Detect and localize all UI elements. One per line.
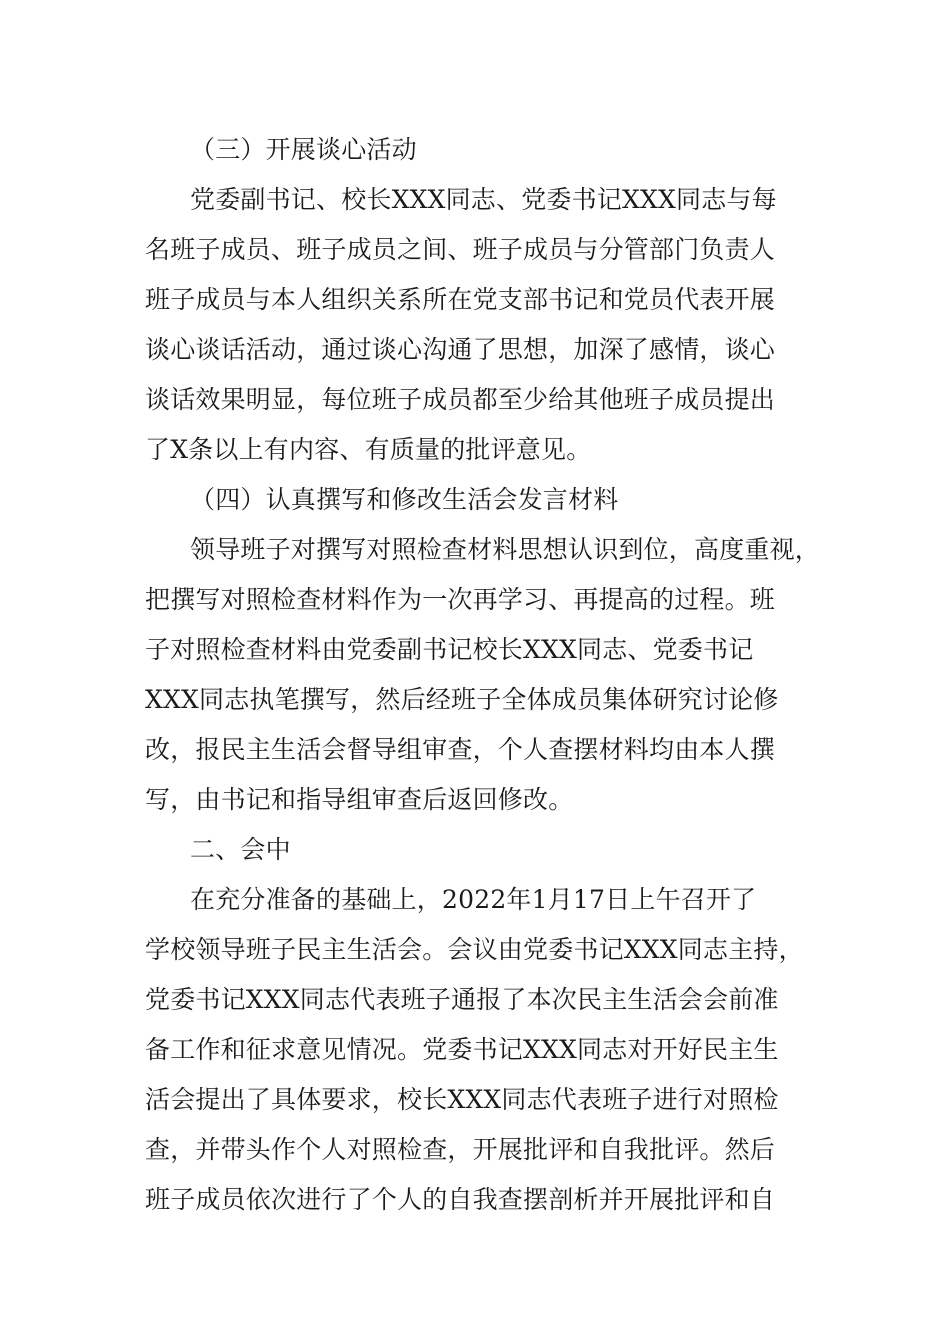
heading-write-materials: （四）认真撰写和修改生活会发言材料 (190, 485, 619, 514)
paragraph-line: 班子成员依次进行了个人的自我查摆剖析并开展批评和自 (145, 1185, 776, 1214)
paragraph-line: 活会提出了具体要求，校长XXX同志代表班子进行对照检 (145, 1085, 779, 1114)
paragraph-line: 了X条以上有内容、有质量的批评意见。 (145, 435, 592, 464)
paragraph-line: 在充分准备的基础上，2022年1月17日上午召开了 (190, 885, 757, 914)
paragraph-line: XXX同志执笔撰写，然后经班子全体成员集体研究讨论修 (145, 685, 779, 714)
paragraph-line: 改，报民主生活会督导组审查，个人查摆材料均由本人撰 (145, 735, 776, 764)
paragraph-line: 谈话效果明显，每位班子成员都至少给其他班子成员提出 (145, 385, 776, 414)
paragraph-line: 班子成员与本人组织关系所在党支部书记和党员代表开展 (145, 285, 776, 314)
paragraph-line: 党委副书记、校长XXX同志、党委书记XXX同志与每 (190, 185, 777, 214)
paragraph-line: 党委书记XXX同志代表班子通报了本次民主生活会会前准 (145, 985, 779, 1014)
paragraph-line: 学校领导班子民主生活会。会议由党委书记XXX同志主持， (145, 935, 804, 964)
paragraph-line: 领导班子对撰写对照检查材料思想认识到位，高度重视， (190, 535, 821, 564)
heading-talk-activities: （三）开展谈心活动 (190, 135, 417, 164)
paragraph-line: 写，由书记和指导组审查后返回修改。 (145, 785, 574, 814)
paragraph-line: 子对照检查材料由党委副书记校长XXX同志、党委书记 (145, 635, 754, 664)
paragraph-line: 把撰写对照检查材料作为一次再学习、再提高的过程。班 (145, 585, 776, 614)
paragraph-line: 谈心谈话活动，通过谈心沟通了思想，加深了感情，谈心 (145, 335, 776, 364)
paragraph-line: 名班子成员、班子成员之间、班子成员与分管部门负责人 (145, 235, 776, 264)
paragraph-line: 备工作和征求意见情况。党委书记XXX同志对开好民主生 (145, 1035, 779, 1064)
paragraph-line: 查，并带头作个人对照检查，开展批评和自我批评。然后 (145, 1135, 776, 1164)
heading-during-meeting: 二、会中 (190, 835, 291, 864)
